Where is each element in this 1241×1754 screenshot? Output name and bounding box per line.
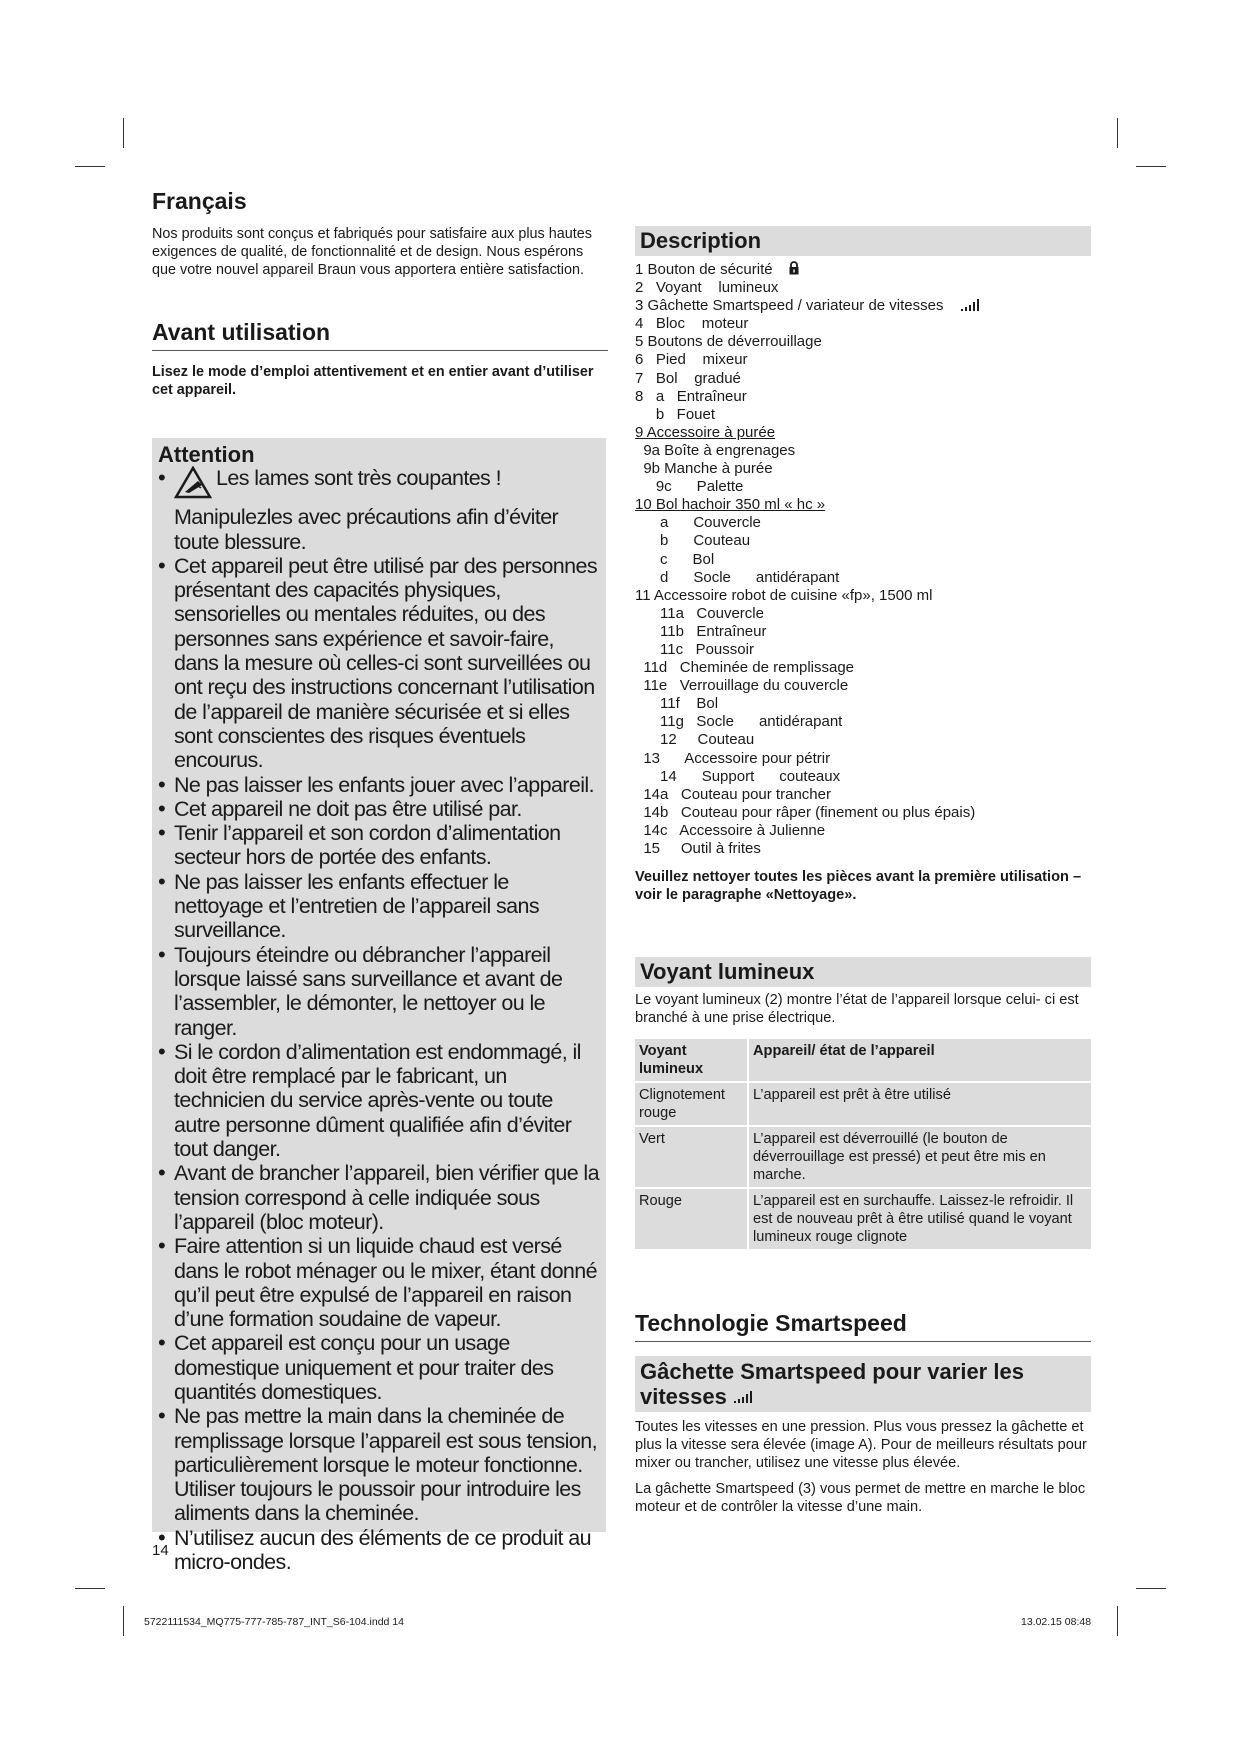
part-label: 11c Poussoir (635, 640, 754, 658)
part-item (635, 315, 1091, 333)
part-item (635, 442, 1091, 460)
part-item (635, 822, 1091, 840)
attention-item-text: Les lames sont très coupantes ! Manipulezles avec précautions afin d’éviter toute blessure. (174, 466, 559, 554)
parts-list (635, 261, 1091, 858)
part-label: 9a Boîte à engrenages (635, 441, 796, 459)
table-header: Appareil/ état de l’appareil (749, 1039, 1091, 1081)
part-label: 9b Manche à purée (635, 460, 773, 478)
part-label: 11d Cheminée de remplissage (635, 659, 855, 677)
part-label: 12 Couteau (635, 731, 755, 749)
part-item (635, 333, 1091, 351)
smartspeed-section (635, 1310, 1091, 1516)
indicator-section (635, 957, 1091, 1249)
attention-item: • Cet appareil peut être utilisé par des personnes présentant des capacités physiques, sensorielles ou mentales réduites, ou des personnes sans expérience et savoir-faire, dans la mesure où celles-ci sont surveillées ou ont reçu des instructions concernant l’utilisation de l’appareil de manière sécurisée et si elles sont conscientes des risques éventuels encourus. (174, 554, 600, 773)
crop-mark (75, 1588, 105, 1589)
part-label: a Couvercle (635, 514, 761, 532)
attention-item: • Cet appareil ne doit pas être utilisé par. (174, 797, 600, 821)
crop-mark (123, 1606, 124, 1636)
part-item (635, 279, 1091, 297)
before-use-text: Lisez le mode d’emploi attentivement et en entier avant d’utiliser cet appareil. (152, 364, 594, 398)
table-cell: L’appareil est prêt à être utilisé (749, 1081, 1091, 1125)
before-use-title: Avant utilisation (152, 319, 608, 351)
crop-mark (75, 166, 105, 167)
part-label: b Fouet (635, 405, 716, 423)
part-item (635, 731, 1091, 749)
part-label: 7 Bol gradué (635, 369, 741, 387)
table-row (635, 1187, 1091, 1249)
part-label: 4 Bloc moteur (635, 315, 749, 333)
attention-item: • Avant de brancher l’appareil, bien vérifier que la tension correspond à celle indiquée sous l’appareil (bloc moteur). (174, 1161, 600, 1234)
crop-mark (1117, 1606, 1118, 1636)
attention-item: • Ne pas laisser les enfants jouer avec l’appareil. (174, 773, 600, 797)
clean-note: Veuillez nettoyer toutes les pièces avant la première utilisation – voir le paragraphe «Nettoyage». (635, 869, 1082, 904)
part-item (635, 351, 1091, 369)
part-item (635, 514, 1091, 532)
footer-date: 13.02.15 08:48 (1021, 1616, 1092, 1628)
part-item (635, 424, 1091, 442)
part-label: 11b Entraîneur (635, 622, 767, 640)
part-label: 3 Gâchette Smartspeed / variateur de vitesses (635, 297, 944, 315)
table-cell: Vert (635, 1125, 749, 1187)
part-item (635, 768, 1091, 786)
part-item (635, 804, 1091, 822)
trigger-title-text: Gâchette Smartspeed pour varier les vitesses (640, 1359, 1024, 1409)
part-label: 1 Bouton de sécurité (635, 261, 773, 278)
part-item (635, 569, 1091, 587)
part-label: 6 Pied mixeur (635, 351, 748, 369)
table-row (635, 1125, 1091, 1187)
part-label: d Socle antidérapant (635, 568, 840, 586)
part-item (635, 297, 1091, 315)
part-item (635, 677, 1091, 695)
attention-title: Attention (158, 442, 255, 467)
part-item (635, 551, 1091, 569)
part-label: c Bol (635, 550, 715, 568)
part-item (635, 261, 1091, 279)
trigger-paragraph: La gâchette Smartspeed (3) vous permet de mettre en marche le bloc moteur et de contrôler la vitesse d’une main. (635, 1481, 1086, 1515)
table-row (635, 1081, 1091, 1125)
part-item (635, 695, 1091, 713)
table-header: Voyant lumineux (635, 1039, 749, 1081)
speed-bars-icon (733, 1384, 755, 1409)
part-label: 11g Socle antidérapant (635, 713, 843, 731)
indicator-text: Le voyant lumineux (2) montre l’état de l’appareil lorsque celui- ci est branché à une prise électrique. (635, 992, 1079, 1026)
attention-item: • Faire attention si un liquide chaud est versé dans le robot ménager ou le mixer, étant donné qu’il peut être expulsé de l’appareil en raison d’une formation soudaine de vapeur. (174, 1234, 600, 1331)
part-item (635, 587, 1091, 605)
crop-mark (1136, 1588, 1166, 1589)
part-label: 15 Outil à frites (635, 840, 761, 857)
indicator-table (635, 1039, 1091, 1249)
table-cell: L’appareil est en surchauffe. Laissez-le refroidir. Il est de nouveau prêt à être utilisé quand le voyant lumineux rouge clignote (749, 1187, 1091, 1249)
table-cell: Clignotement rouge (635, 1081, 749, 1125)
speed-bars-icon (944, 297, 980, 314)
part-label: 14 Support couteaux (635, 767, 841, 785)
part-item (635, 388, 1091, 406)
crop-mark (1117, 118, 1118, 148)
part-label: 9 Accessoire à purée (635, 423, 776, 441)
part-item (635, 496, 1091, 514)
part-item (635, 659, 1091, 677)
table-header-row (635, 1039, 1091, 1081)
part-item (635, 460, 1091, 478)
attention-item: • N’utilisez aucun des éléments de ce produit au micro-ondes. (174, 1526, 600, 1575)
part-label: 10 Bol hachoir 350 ml « hc » (635, 496, 826, 514)
part-item (635, 605, 1091, 623)
part-item (635, 750, 1091, 768)
table-cell: L’appareil est déverrouillé (le bouton de déverrouillage est pressé) et peut être mis en marche. (749, 1125, 1091, 1187)
description-title: Description (635, 226, 1091, 256)
part-label: 11f Bol (635, 695, 719, 713)
part-label: 11e Verrouillage du couvercle (635, 677, 849, 695)
language-title: Français (152, 188, 247, 214)
footer-file: 5722111534_MQ775-777-785-787_INT_S6-104.indd 14 (144, 1616, 404, 1628)
part-label: b Couteau (635, 532, 751, 550)
intro-paragraph: Nos produits sont conçus et fabriqués pour satisfaire aux plus hautes exigences de qualité, de fonctionnalité et de design. Nous espérons que votre nouvel appareil Braun vous apportera entière satisfaction. (152, 226, 592, 278)
attention-item: • Ne pas laisser les enfants effectuer le nettoyage et l’entretien de l’appareil sans surveillance. (174, 870, 600, 943)
warning-blade-icon (174, 466, 212, 505)
table-cell: Rouge (635, 1187, 749, 1249)
tech-title: Technologie Smartspeed (635, 1310, 1091, 1342)
part-item (635, 370, 1091, 388)
part-item (635, 532, 1091, 550)
part-label: 9c Palette (635, 478, 744, 496)
part-item (635, 786, 1091, 804)
attention-item: • Cet appareil est conçu pour un usage domestique uniquement et pour traiter des quantités domestiques. (174, 1331, 600, 1404)
crop-mark (1136, 166, 1166, 167)
part-item (635, 713, 1091, 731)
attention-item: • Toujours éteindre ou débrancher l’appareil lorsque laissé sans surveillance et avant de l’assembler, le démonter, le nettoyer ou le ranger. (174, 943, 600, 1040)
trigger-title (635, 1356, 1091, 1412)
attention-item (174, 466, 600, 554)
indicator-title: Voyant lumineux (635, 957, 1091, 987)
page-number: 14 (152, 1542, 169, 1559)
description-section (635, 226, 1091, 904)
part-label: 14c Accessoire à Julienne (635, 821, 826, 839)
part-item (635, 406, 1091, 424)
crop-mark (123, 118, 124, 148)
part-item (635, 641, 1091, 659)
part-label: 8 a Entraîneur (635, 387, 747, 405)
lock-icon (773, 261, 801, 278)
attention-item: • Si le cordon d’alimentation est endommagé, il doit être remplacé par le fabricant, un technicien du service après-vente ou toute autre personne dûment qualifiée afin d’éviter tout danger. (174, 1040, 600, 1161)
part-label: 14b Couteau pour râper (finement ou plus épais) (635, 803, 976, 821)
trigger-paragraph: Toutes les vitesses en une pression. Plus vous pressez la gâchette et plus la vitesse sera élevée (image A). Pour de meilleurs résultats pour mixer ou trancher, utilisez une vitesse plus élevée. (635, 1419, 1087, 1471)
part-label: 11 Accessoire robot de cuisine «fp», 1500 ml (635, 586, 933, 604)
part-item (635, 478, 1091, 496)
part-label: 2 Voyant lumineux (635, 279, 779, 297)
part-label: 5 Boutons de déverrouillage (635, 333, 822, 351)
part-item (635, 623, 1091, 641)
part-item (635, 840, 1091, 858)
attention-item: • Ne pas mettre la main dans la cheminée de remplissage lorsque l’appareil est sous tension, particulièrement lorsque le moteur fonctionne. Utiliser toujours le poussoir pour introduire les aliments dans la cheminée. (174, 1404, 600, 1525)
left-column (152, 188, 608, 399)
part-label: 13 Accessoire pour pétrir (635, 749, 831, 767)
part-label: 11a Couvercle (635, 604, 764, 622)
attention-list (174, 466, 600, 1574)
attention-item: • Tenir l’appareil et son cordon d’alimentation secteur hors de portée des enfants. (174, 821, 600, 870)
part-label: 14a Couteau pour trancher (635, 785, 831, 803)
